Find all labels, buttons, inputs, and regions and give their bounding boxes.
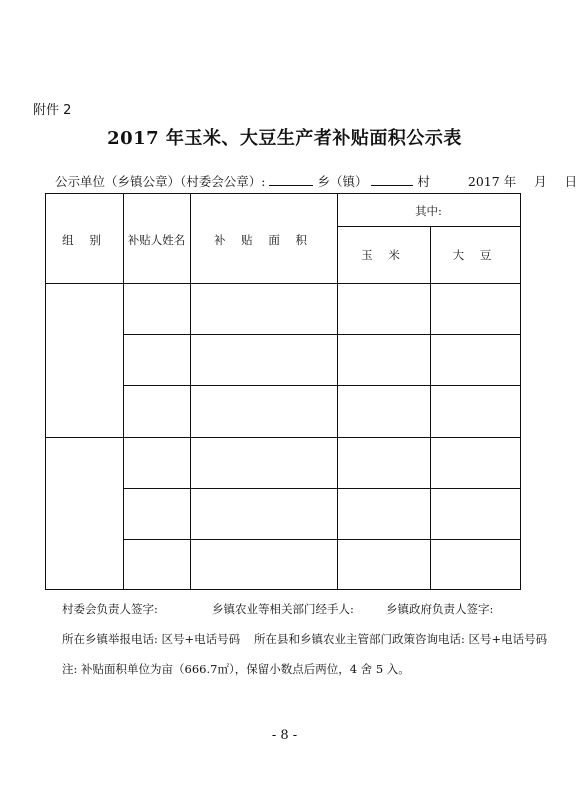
village-head-signature: 村委会负责人签字: [62, 602, 158, 616]
row-divider [123, 488, 520, 489]
col-divider [123, 194, 124, 589]
report-phone: 所在乡镇举报电话: 区号+电话号码 [62, 632, 241, 646]
year-label: 2017 年 [467, 174, 517, 189]
township-blank [269, 173, 313, 186]
village-blank [371, 173, 413, 186]
document-title: 2017 年玉米、大豆生产者补贴面积公示表 [107, 128, 462, 149]
unit-label: 公示单位（乡镇公章）（村委会公章）: [55, 174, 266, 189]
subsidy-table [45, 193, 521, 590]
village-suffix: 村 [417, 174, 430, 189]
header-bottom-line [46, 283, 520, 284]
unit-line [55, 172, 577, 190]
group-divider [46, 437, 520, 438]
header-group: 组 别 [62, 233, 107, 247]
attachment-label: 附件 2 [33, 103, 72, 118]
policy-phone: 所在县和乡镇农业主管部门政策咨询电话: 区号+电话号码 [254, 632, 548, 646]
header-of-which: 其中: [415, 204, 442, 218]
row-divider [337, 226, 520, 227]
header-area: 补 贴 面 积 [214, 233, 313, 247]
row-divider [123, 334, 520, 335]
header-soybean: 大 豆 [452, 248, 498, 262]
township-suffix: 乡（镇） [317, 174, 368, 189]
col-divider [430, 226, 431, 589]
area-note: 注: 补贴面积单位为亩（666.7㎡），保留小数点后两位，4 舍 5 入。 [62, 662, 410, 676]
col-divider [190, 194, 191, 589]
page-number: - 8 - [271, 728, 298, 743]
header-name: 补贴人姓名 [127, 233, 186, 247]
header-corn: 玉 米 [361, 248, 406, 262]
row-divider [123, 539, 520, 540]
month-label: 月 [534, 174, 547, 189]
row-divider [123, 385, 520, 386]
township-gov-signature: 乡镇政府负责人签字: [386, 602, 494, 616]
day-label: 日 [564, 174, 577, 189]
township-handler-signature: 乡镇农业等相关部门经手人: [212, 602, 354, 616]
